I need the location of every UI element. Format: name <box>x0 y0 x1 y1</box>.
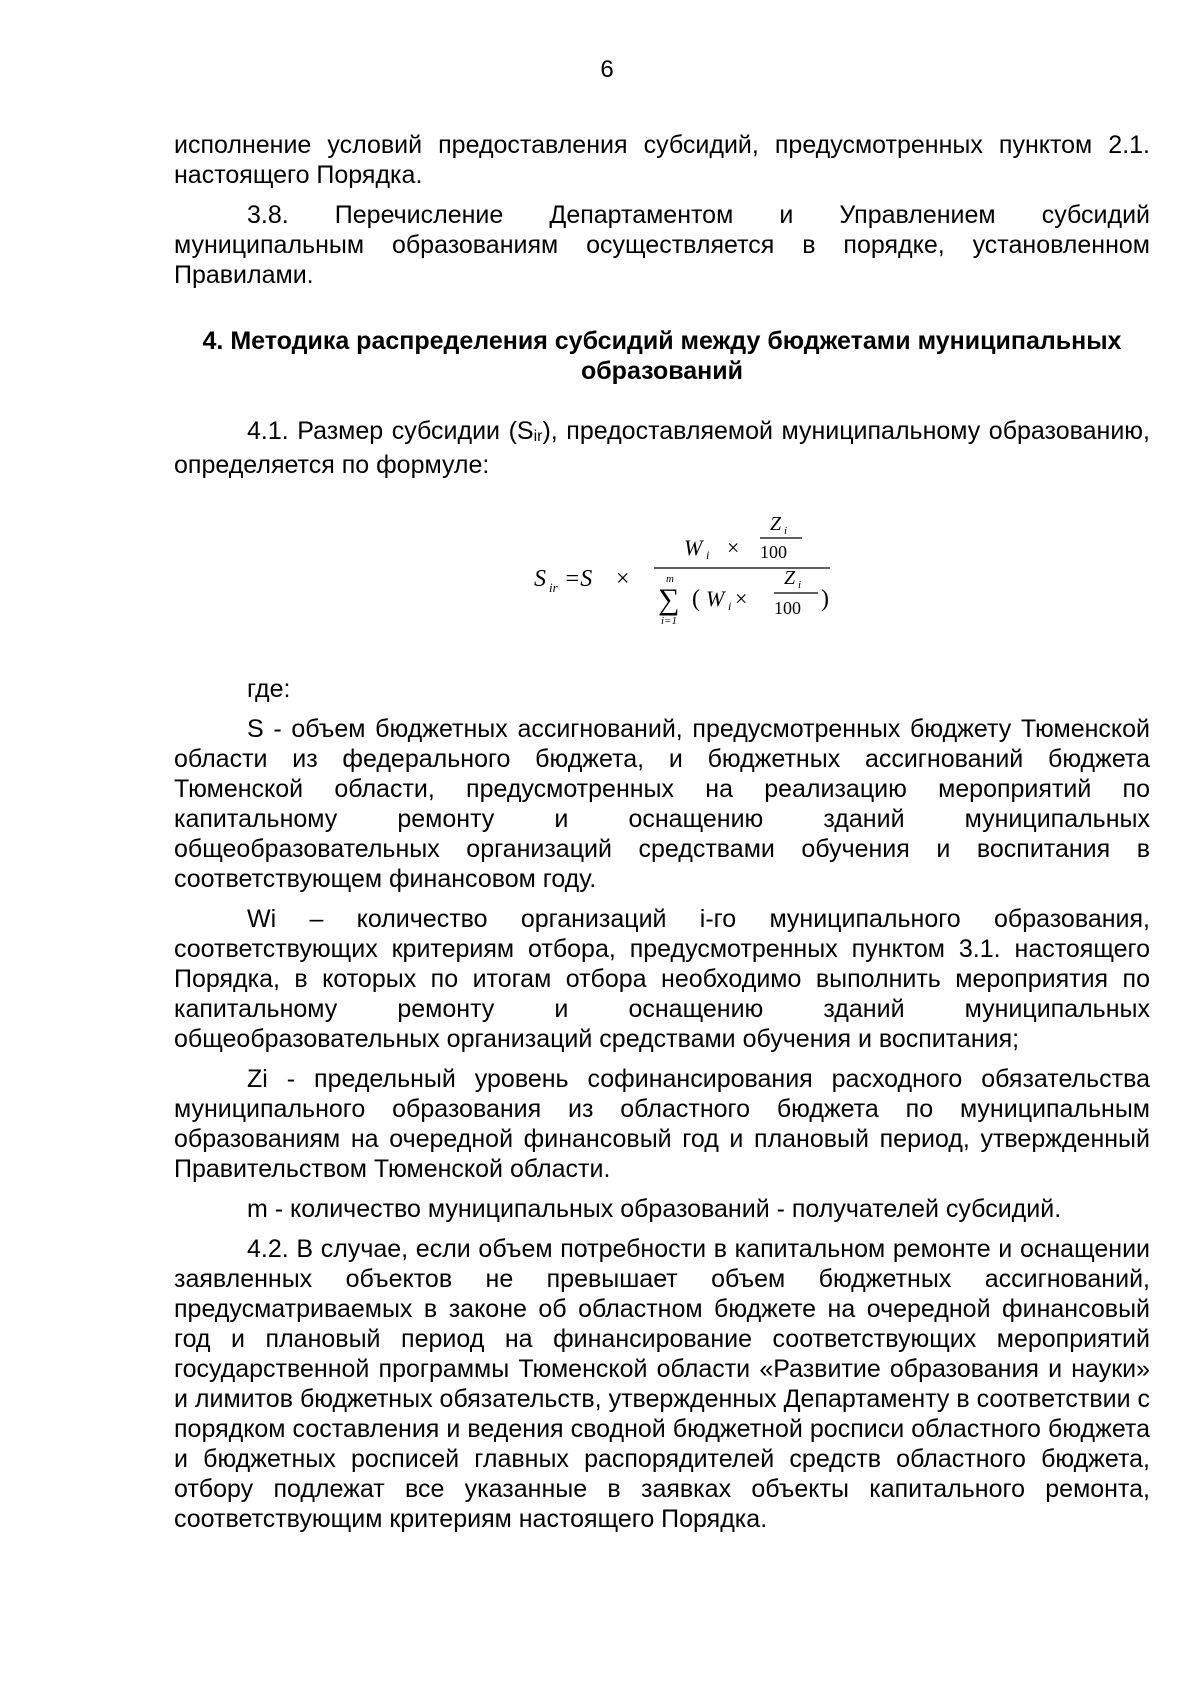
formula-subsidy <box>174 500 1150 660</box>
paragraph-4-1 <box>174 416 1150 480</box>
p41-sub: ir <box>533 428 543 445</box>
formula-times-1: × <box>616 566 630 592</box>
formula-num-z-sub: i <box>784 525 788 537</box>
formula-lhs-s: S <box>534 566 546 592</box>
paragraph-def-wi: Wi – количество организаций i-го муниципального образования, соответствующих критериям отбора, предусмотренных пунктом 3.1. настоящего Порядка, в которых по итогам отбора необходимо выполнить мероприятия по капитальному ремонту и оснащению зданий муниципальных общеобразовательных организаций средствами обучения и воспитания; <box>174 905 1150 1053</box>
paragraph-def-s: S - объем бюджетных ассигнований, предусмотренных бюджету Тюменской области из федерального бюджета, и бюджетных ассигнований бюджета Тюменской области, предусмотренных на реализацию мероприятий по капитальному ремонту и оснащению зданий муниципальных общеобразовательных организаций средствами обучения и воспитания в соответствующем финансовом году. <box>174 715 1150 893</box>
formula-num-z: Z <box>770 513 782 535</box>
formula-sum-sign: ∑ <box>658 583 680 616</box>
paragraph-conditions: исполнение условий предоставления субсидий, предусмотренных пунктом 2.1. настоящего Порядка. <box>174 131 1150 189</box>
formula-num-100: 100 <box>760 542 787 562</box>
paragraph-3-8: 3.8. Перечисление Департаментом и Управлением субсидий муниципальным образованиям осуществляется в порядке, установленном Правилами. <box>174 201 1150 289</box>
paragraph-def-m: m - количество муниципальных образований - получателей субсидий. <box>247 1195 1062 1223</box>
formula-lhs-sub: ir <box>549 580 558 595</box>
p41-pre: 4.1. Размер субсидии (S <box>247 417 534 445</box>
formula-svg <box>534 500 994 650</box>
formula-den-w-sub: i <box>728 599 732 613</box>
paragraph-4-2: 4.2. В случае, если объем потребности в капитальном ремонте и оснащении заявленных объектов не превышает объем бюджетных ассигнований, предусматриваемых в законе об областном бюджете на очередной финансовый год и плановый период на финансирование соответствующих мероприятий государственной программы Тюменской области «Развитие образования и науки» и лимитов бюджетных обязательств, утвержденных Департаменту в соответствии с порядком составления и ведения сводной бюджетной росписи областного бюджета и бюджетных росписей главных распорядителей средств областного бюджета, отбору подлежат все указанные в заявках объекты капитального ремонта, соответствующим критериям настоящего Порядка. <box>174 1235 1150 1533</box>
formula-rparen: ) <box>821 586 829 612</box>
formula-times-3: × <box>735 586 748 611</box>
formula-times-2: × <box>727 535 740 560</box>
formula-sum-lower: i=1 <box>661 615 677 627</box>
document-body <box>174 130 1150 1534</box>
formula-num-w: W <box>684 535 703 560</box>
formula-eq-s: =S <box>564 566 593 592</box>
formula-lparen: ( <box>692 586 700 612</box>
paragraph-where: где: <box>247 675 291 703</box>
formula-sum-upper: m <box>666 573 674 585</box>
formula-den-z: Z <box>784 567 796 589</box>
section-heading-4: 4. Методика распределения субсидий между бюджетами муниципальных образований <box>202 327 1122 385</box>
paragraph-def-zi: Zi - предельный уровень софинансирования расходного обязательства муниципального образования из областного бюджета по муниципальным образованиям на очередной финансовый год и плановый период, утвержденный Правительством Тюменской области. <box>174 1065 1150 1183</box>
p41-post: ), предоставляемой муниципальному образованию, определяется по формуле: <box>174 417 1150 479</box>
formula-den-w: W <box>706 586 725 611</box>
formula-den-z-sub: i <box>798 579 802 591</box>
formula-num-w-sub: i <box>706 548 710 562</box>
page-number: 6 <box>600 56 614 83</box>
formula-den-100: 100 <box>774 598 801 618</box>
